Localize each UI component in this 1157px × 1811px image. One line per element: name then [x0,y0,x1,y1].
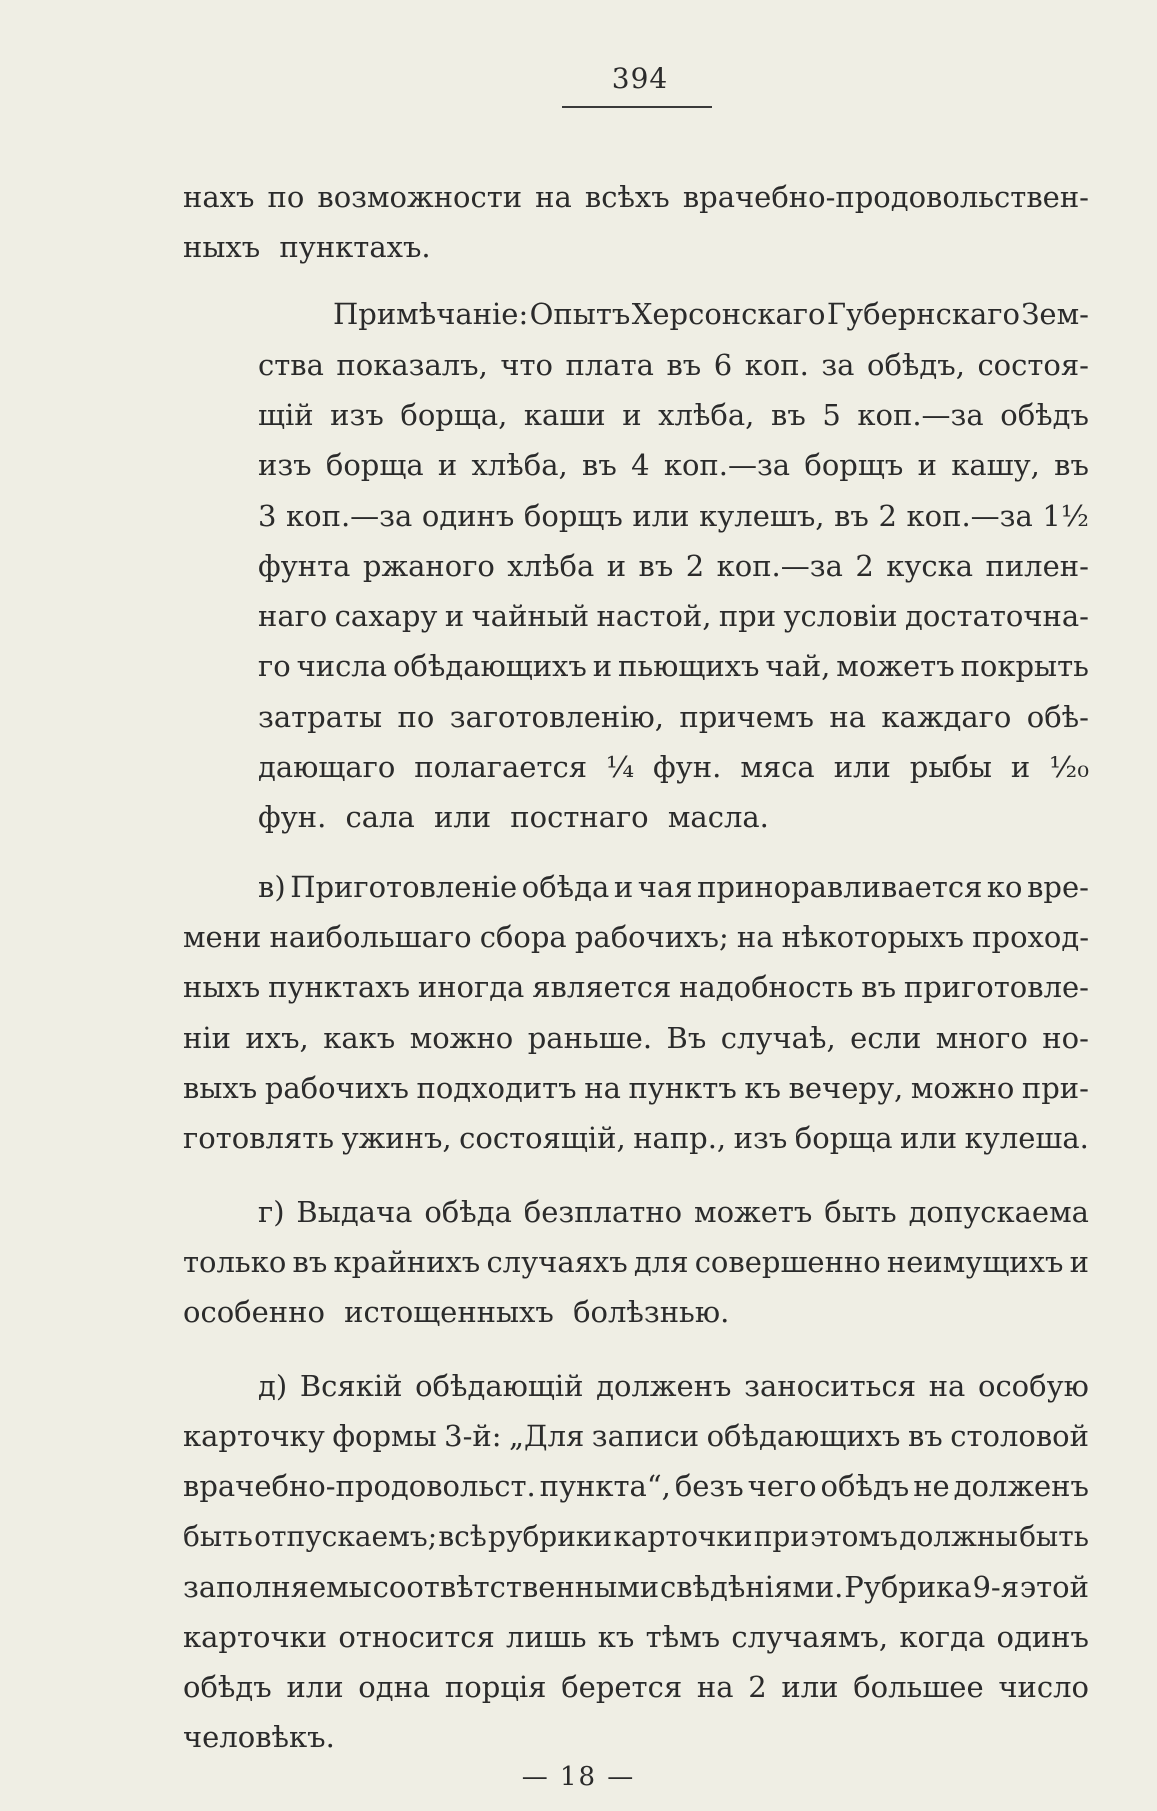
text-line: нахъ по возможности на всѣхъ врачебно-продовольствен- [183,180,1089,214]
text-line: только въ крайнихъ случаяхъ для совершенно неимущихъ и [183,1245,1089,1279]
text-line: карточку формы 3-й: „Для записи обѣдающихъ въ столовой [183,1419,1089,1453]
note-line: дающаго полагается ¼ фун. мяса или рыбы и ¹⁄₂₀ [258,750,1089,784]
text-line: мени наибольшаго сбора рабочихъ; на нѣкоторыхъ проход- [183,920,1089,954]
note-line: изъ борща и хлѣба, въ 4 коп.—за борщъ и кашу, въ [258,448,1089,482]
text-line: готовлять ужинъ, состоящій, напр., изъ борща или кулеша. [183,1121,1089,1155]
note-line: щій изъ борща, каши и хлѣба, въ 5 коп.—за обѣдъ [258,398,1089,432]
header-rule [562,106,712,108]
text-line: г) Выдача обѣда безплатно можетъ быть допускаема [258,1195,1089,1229]
text-line: человѣкъ. [183,1720,335,1754]
text-line: особенно истощенныхъ болѣзнью. [183,1295,730,1329]
text-line: ніи ихъ, какъ можно раньше. Въ случаѣ, если много но- [183,1021,1089,1055]
note-line: Примѣчаніе: Опытъ Херсонскаго Губернскаго Зем- [333,297,1089,331]
signature-mark: — 18 — [521,1762,636,1792]
text-line: в) Приготовленіе обѣда и чая приноравливается ко вре- [258,870,1089,904]
text-line: обѣдъ или одна порція берется на 2 или большее число [183,1670,1089,1704]
text-line: карточки относится лишь къ тѣмъ случаямъ, когда одинъ [183,1620,1089,1654]
note-line: 3 коп.—за одинъ борщъ или кулешъ, въ 2 коп.—за 1½ [258,499,1089,533]
text-line: ныхъ пунктахъ. [183,230,431,264]
text-line: выхъ рабочихъ подходитъ на пунктъ къ вечеру, можно при- [183,1071,1089,1105]
note-line: наго сахару и чайный настой, при условіи достаточна- [258,599,1089,633]
text-line: быть отпускаемъ; всѣ рубрики карточки при этомъ должны быть [183,1520,1089,1553]
note-line: затраты по заготовленію, причемъ на каждаго обѣ- [258,700,1089,734]
text-line: ныхъ пунктахъ иногда является надобность въ приготовле- [183,970,1089,1004]
note-line: го числа обѣдающихъ и пьющихъ чай, можетъ покрыть [258,649,1089,683]
text-line: врачебно-продовольст. пункта“, безъ чего обѣдъ не долженъ [183,1469,1089,1503]
note-line: фун. сала или постнаго масла. [258,800,769,834]
page-number: 394 [611,62,669,95]
text-line: заполняемы соотвѣтственными свѣдѣніями. Рубрика 9-я этой [183,1570,1089,1604]
text-line: д) Всякій обѣдающій долженъ заноситься на особую [258,1369,1089,1403]
note-line: фунта ржаного хлѣба и въ 2 коп.—за 2 куска пилен- [258,549,1089,583]
note-line: ства показалъ, что плата въ 6 коп. за обѣдъ, состоя- [258,348,1089,382]
